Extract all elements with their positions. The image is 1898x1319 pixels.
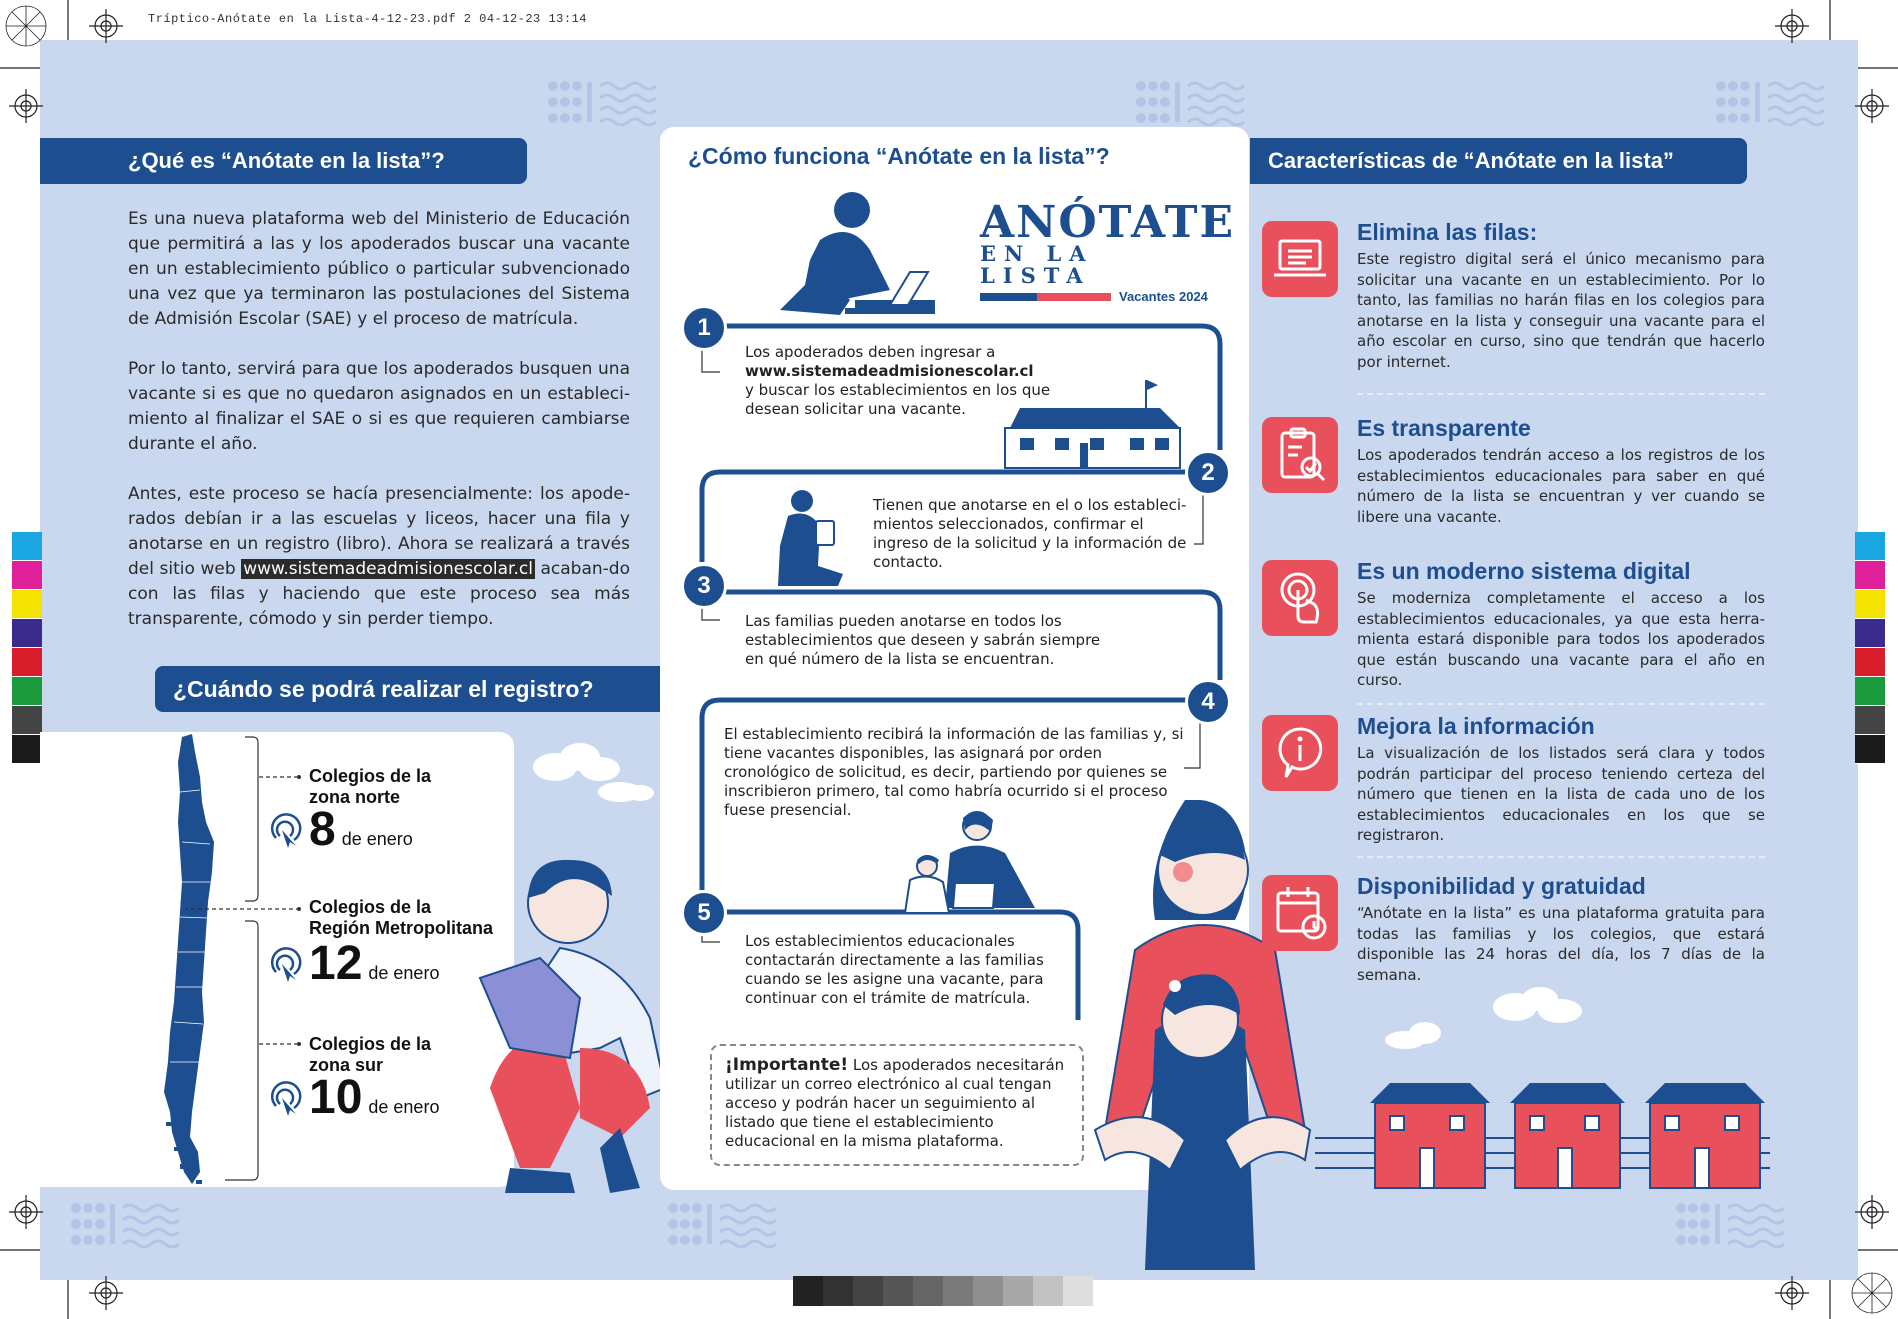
zone-metro-label-2: Región Metropolitana bbox=[309, 918, 493, 938]
feature-3-title: Es un moderno sistema digital bbox=[1357, 558, 1691, 584]
zone-metro-day: 12 bbox=[309, 937, 363, 990]
feature-separator bbox=[1357, 393, 1765, 395]
step-1-text bbox=[745, 343, 1065, 419]
color-bar-left bbox=[12, 532, 42, 764]
woman-tablet-illustration bbox=[768, 486, 848, 591]
decorative-pattern bbox=[545, 78, 660, 126]
zone-north-date bbox=[309, 803, 413, 863]
decorative-pattern bbox=[1673, 1200, 1788, 1248]
step-1-text-a: Los apoderados deben ingresar a bbox=[745, 343, 996, 361]
feature-1-icon-box bbox=[1262, 221, 1338, 297]
anotate-logo bbox=[980, 197, 1236, 304]
print-slug: Tríptico-Anótate en la Lista-4-12-23.pdf 2 04-12-23 13:14 bbox=[148, 12, 587, 26]
feature-4-title: Mejora la información bbox=[1357, 713, 1595, 739]
family-illustration bbox=[1075, 800, 1335, 1280]
website-link[interactable]: www.sistemadeadmisionescolar.cl bbox=[243, 559, 533, 579]
step-1-number: 1 bbox=[681, 305, 727, 351]
step-5-text: Los establecimientos educacionales contactarán directamente a las familias cuando se les asigne una vacante, para continuar con el trámite de matrícula. bbox=[745, 932, 1044, 1007]
mother-child-illustration bbox=[895, 808, 1050, 913]
feature-1-text: Este registro digital será el único mecanismo para solicitar una vacante en un establecimiento. Por lo tanto, las familias no harán filas en los colegios para anotarse en la lista y conseguir una vacante para el año escolar en curso, sino que tendrán que hacerlo por internet. bbox=[1357, 250, 1765, 371]
zone-metro-month: de enero bbox=[368, 963, 440, 983]
tap-icon bbox=[266, 810, 302, 850]
right-section-title: Características de “Anótate en la lista” bbox=[1268, 148, 1674, 173]
step-2-text: Tienen que anotarse en el o los estableci-mientos seleccionados, confirmar el ingreso de la solicitud y la información de contacto. bbox=[873, 496, 1187, 571]
decorative-pattern bbox=[1133, 78, 1248, 126]
step-4-text: El establecimiento recibirá la información de las familias y, si tiene vacantes disponibles, las asignará por orden cronológico de solicitud, es decir, partiendo por quienes se inscribieron primero, tal como habría ocurrido si el proceso fuese presencial. bbox=[724, 725, 1184, 819]
zone-north-day: 8 bbox=[309, 803, 336, 856]
feature-2-icon-box bbox=[1262, 417, 1338, 493]
important-label: ¡Importante! bbox=[725, 1055, 849, 1075]
logo-title: ANÓTATE bbox=[980, 197, 1236, 248]
zone-south-date bbox=[309, 1071, 440, 1131]
zone-north-label-2: zona norte bbox=[309, 787, 401, 807]
left-section-header bbox=[40, 138, 527, 184]
left-body-text bbox=[128, 207, 630, 657]
zone-north-label-1: Colegios de la bbox=[309, 766, 432, 786]
feature-3-text: Se moderniza completamente el acceso a los establecimientos educacionales, ya que esta herra-mienta estará disponible para todos los apoderados que están buscando una vacante para el año en curso. bbox=[1357, 589, 1765, 689]
logo-subtitle: EN LA LISTA bbox=[980, 241, 1094, 288]
step-2-number: 2 bbox=[1185, 450, 1231, 496]
left-section-title: ¿Qué es “Anótate en la lista”? bbox=[128, 148, 445, 173]
color-bar-right bbox=[1855, 532, 1885, 764]
step-3-text: Las familias pueden anotarse en todos los establecimientos que deseen y sabrán siempre en qué número de la lista se encuentran. bbox=[745, 612, 1101, 668]
feature-2-title: Es transparente bbox=[1357, 415, 1531, 441]
zone-north-month: de enero bbox=[341, 829, 413, 849]
zone-south-label-2: zona sur bbox=[309, 1055, 384, 1075]
laptop-icon bbox=[1262, 221, 1338, 297]
decorative-pattern bbox=[68, 1200, 183, 1248]
left-paragraph-1: Es una nueva plataforma web del Ministerio de Educación que permitirá a las y los apoderados buscar una vacante en un establecimiento público o particular subvencionado una vez que ya terminaron las postulaciones del Sistema de Admisión Escolar (SAE) y el proceso de matrícula. bbox=[128, 209, 630, 329]
left-paragraph-3-end: acaban-do con las filas y haciendo que este proceso sea más transparente, cómodo y sin perder tiempo. bbox=[128, 559, 630, 629]
grey-scale-bar bbox=[793, 1276, 1103, 1306]
zone-south-label-1: Colegios de la bbox=[309, 1034, 432, 1054]
left-paragraph-2: Por lo tanto, servirá para que los apoderados busquen una vacante si es que no quedaron asignados en un estableci-miento al finalizar el SAE o si es que requieren cambiarse durante el año. bbox=[128, 359, 630, 454]
when-section-header bbox=[155, 666, 660, 712]
cloud-illustration bbox=[1385, 985, 1595, 1055]
calendar-clock-icon bbox=[1262, 875, 1338, 951]
important-text: Los apoderados necesitarán utilizar un correo electrónico al cual tengan acceso y podrán hacer un seguimiento al listado que tiene el establecimiento educacional en la misma plataforma. bbox=[725, 1056, 1065, 1150]
important-note bbox=[725, 1056, 1070, 1151]
step-3-number: 3 bbox=[681, 563, 727, 609]
feature-5-text: “Anótate en la lista” es una plataforma gratuita para todas las familias y los colegios, que estará disponible las 24 horas del día, los 7 días de la semana. bbox=[1357, 904, 1765, 984]
logo-vacantes: Vacantes 2024 bbox=[1119, 289, 1208, 304]
zone-south-day: 10 bbox=[309, 1071, 363, 1124]
feature-separator bbox=[1357, 703, 1765, 705]
touch-icon bbox=[1262, 560, 1338, 636]
zone-south-month: de enero bbox=[368, 1097, 440, 1117]
feature-1-title: Elimina las filas: bbox=[1357, 219, 1538, 245]
middle-section-title: ¿Cómo funciona “Anótate en la lista”? bbox=[688, 143, 1110, 169]
feature-5-title: Disponibilidad y gratuidad bbox=[1357, 873, 1646, 899]
right-section-header bbox=[1250, 138, 1747, 184]
cloud-illustration bbox=[525, 737, 655, 807]
feature-4-text: La visualización de los listados será clara y todos podrán participar del proceso teniendo certeza del número que tienen en la lista de cada uno de los establecimientos educacionales en los que se registraron. bbox=[1357, 744, 1765, 844]
step-5-number: 5 bbox=[681, 890, 727, 936]
step-1-url[interactable]: www.sistemadeadmisionescolar.cl bbox=[745, 362, 1034, 380]
info-icon bbox=[1262, 715, 1338, 791]
step-4-number: 4 bbox=[1185, 679, 1231, 725]
zone-metro-label-1: Colegios de la bbox=[309, 897, 432, 917]
feature-3-icon-box bbox=[1262, 560, 1338, 636]
tap-icon bbox=[266, 1078, 302, 1118]
tap-icon bbox=[266, 944, 302, 984]
clipboard-check-icon bbox=[1262, 417, 1338, 493]
reading-child-illustration bbox=[450, 848, 690, 1208]
left-paragraph-3 bbox=[128, 482, 630, 632]
houses-illustration bbox=[1315, 1078, 1770, 1193]
when-section-title: ¿Cuándo se podrá realizar el registro? bbox=[173, 676, 594, 702]
step-1-text-b: y buscar los establecimientos en los que desean solicitar una vacante. bbox=[745, 381, 1051, 418]
zone-north bbox=[309, 766, 431, 808]
feature-5-icon-box bbox=[1262, 875, 1338, 951]
feature-2-text: Los apoderados tendrán acceso a los registros de los establecimientos educacionales para saber en qué número de la lista se encuentran y ver cuando se libere una vacante. bbox=[1357, 446, 1765, 526]
feature-4-icon-box bbox=[1262, 715, 1338, 791]
zone-metro-date bbox=[309, 937, 440, 997]
feature-separator bbox=[1357, 856, 1765, 858]
zone-south bbox=[309, 1034, 431, 1076]
decorative-pattern bbox=[1713, 78, 1828, 126]
left-paragraph-3-start: Antes, este proceso se hacía presencialmente: los apode-rados debían ir a las escuelas y liceos, hacer una fila y anotarse en un registro (libro). Ahora se realizará a través del sitio web bbox=[128, 484, 630, 579]
